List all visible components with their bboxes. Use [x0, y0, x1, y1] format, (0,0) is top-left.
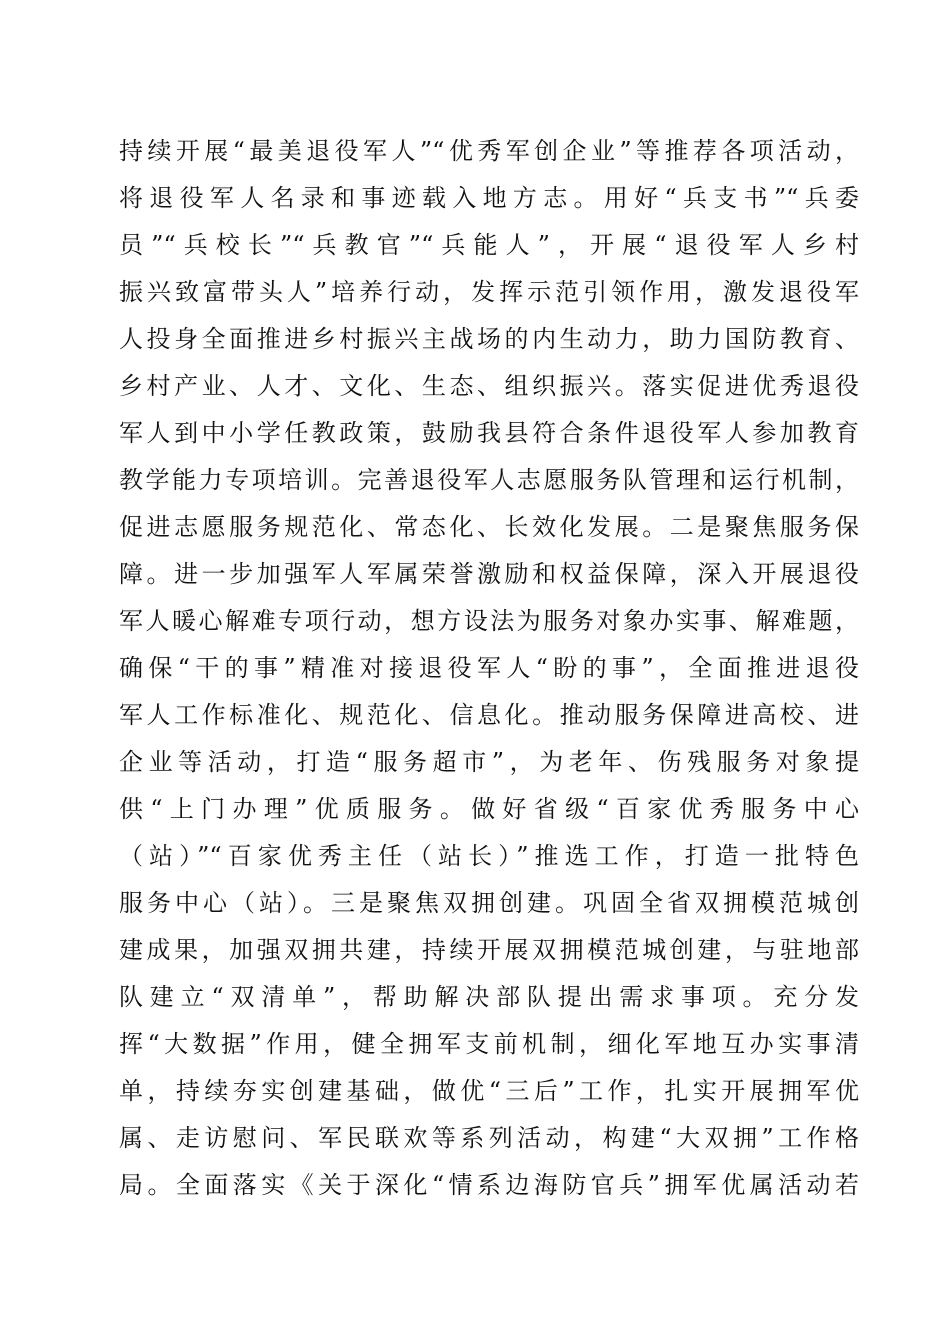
- text-line: 军人暖心解难专项行动，想方设法为服务对象办实事、解难题，: [119, 607, 859, 635]
- text-line: （站）”“百家优秀主任（站长）”推选工作，打造一批特色: [119, 842, 859, 870]
- text-line: 教学能力专项培训。完善退役军人志愿服务队管理和运行机制，: [119, 466, 859, 494]
- text-line: 局。全面落实《关于深化“情系边海防官兵”拥军优属活动若: [119, 1171, 859, 1199]
- text-line: 属、走访慰问、军民联欢等系列活动，构建“大双拥”工作格: [119, 1124, 859, 1152]
- text-line: 军人工作标准化、规范化、信息化。推动服务保障进高校、进: [119, 701, 859, 729]
- text-line: 建成果，加强双拥共建，持续开展双拥模范城创建，与驻地部: [119, 936, 859, 964]
- text-line: 乡村产业、人才、文化、生态、组织振兴。落实促进优秀退役: [119, 372, 859, 400]
- text-line: 人投身全面推进乡村振兴主战场的内生动力，助力国防教育、: [119, 325, 859, 353]
- text-line: 员”“兵校长”“兵教官”“兵能人”，开展“退役军人乡村: [119, 231, 859, 259]
- text-line: 将退役军人名录和事迹载入地方志。用好“兵支书”“兵委: [119, 184, 859, 212]
- body-paragraph: [119, 128, 859, 1209]
- text-line: 军人到中小学任教政策，鼓励我县符合条件退役军人参加教育: [119, 419, 859, 447]
- text-line: 供“上门办理”优质服务。做好省级“百家优秀服务中心: [119, 795, 859, 823]
- text-line: 企业等活动，打造“服务超市”，为老年、伤残服务对象提: [119, 748, 859, 776]
- text-line: 持续开展“最美退役军人”“优秀军创企业”等推荐各项活动，: [119, 137, 859, 165]
- text-line: 队建立“双清单”，帮助解决部队提出需求事项。充分发: [119, 983, 859, 1011]
- text-line: 挥“大数据”作用，健全拥军支前机制，细化军地互办实事清: [119, 1030, 859, 1058]
- text-line: 确保“干的事”精准对接退役军人“盼的事”，全面推进退役: [119, 654, 859, 682]
- text-line: 障。进一步加强军人军属荣誉激励和权益保障，深入开展退役: [119, 560, 859, 588]
- text-line: 单，持续夯实创建基础，做优“三后”工作，扎实开展拥军优: [119, 1077, 859, 1105]
- text-line: 服务中心（站）。三是聚焦双拥创建。巩固全省双拥模范城创: [119, 889, 859, 917]
- text-line: 振兴致富带头人”培养行动，发挥示范引领作用，激发退役军: [119, 278, 859, 306]
- text-line: 促进志愿服务规范化、常态化、长效化发展。二是聚焦服务保: [119, 513, 859, 541]
